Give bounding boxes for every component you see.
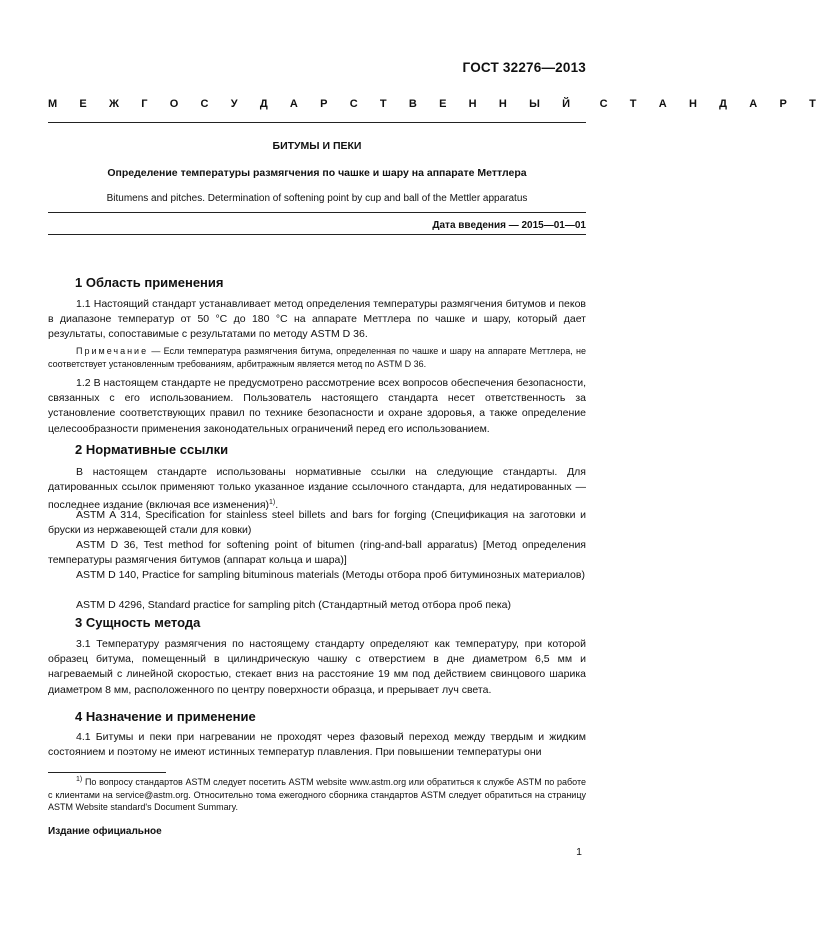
footnote-ref: 1) xyxy=(269,499,276,507)
standard-code: ГОСТ 32276—2013 xyxy=(462,60,586,75)
document-title: БИТУМЫ И ПЕКИ xyxy=(272,140,362,152)
section-3-paragraph-1: 3.1 Температуру размягчения по настоящему стандарту определяют как температуру, при которой образец битума, помещенный в цилиндрическую чашку с отверстием в дне диаметром 6,5 мм и нагреваемый с линейной скоростью, стекает вниз на расстояние 19 мм под действием свинцового шарика диаметром 8 мм, расположенного по центру поверхности образца, и прерывает луч света. xyxy=(48,638,586,696)
banner-left: М Е Ж Г О С У Д А Р С Т В Е Н Н Ы Й xyxy=(48,98,580,110)
date-rule xyxy=(48,234,586,235)
interstate-standard-banner xyxy=(48,98,825,110)
section-2-heading: 2 Нормативные ссылки xyxy=(75,442,229,457)
document-subtitle-ru: Определение температуры размягчения по чашке и шару на аппарате Меттлера xyxy=(107,167,527,179)
intro-text: В настоящем стандарте использованы нормативные ссылки на следующие стандарты. Для датированных ссылок применяют только указанное издание ссылочного стандарта, для недатированных — последнее издание (включая все изменения) xyxy=(48,466,586,512)
page-number: 1 xyxy=(576,846,582,858)
section-1-note xyxy=(48,345,586,371)
note-text: — Если температура размягчения битума, определенная по чашке и шару на аппарате Меттлера, не соответствует установленным требованиям, арбитражным является метод по ASTM D 36. xyxy=(48,346,586,369)
document-subtitle-en: Bitumens and pitches. Determination of softening point by cup and ball of the Mettler apparatus xyxy=(106,193,528,204)
section-2-intro xyxy=(48,465,586,514)
footnote-mark: 1) xyxy=(76,776,83,783)
official-edition-label: Издание официальное xyxy=(48,826,162,837)
title-rule xyxy=(48,212,586,213)
reference-astm-d4296: ASTM D 4296, Standard practice for sampling pitch (Стандартный метод отбора проб пека) xyxy=(76,599,512,611)
intro-end: . xyxy=(275,499,279,512)
section-1-paragraph-2: 1.2 В настоящем стандарте не предусмотрено рассмотрение всех вопросов обеспечения безопасности, связанных с его использованием. Пользователь настоящего стандарта несет ответственность за установление соответствующих правил по технике безопасности и охране здоровья, а также определение целесообразности применения законодательных ограничений перед его использованием. xyxy=(48,377,586,435)
effective-date: Дата введения — 2015—01—01 xyxy=(432,220,586,231)
footnote xyxy=(48,774,586,814)
section-4-heading: 4 Назначение и применение xyxy=(75,709,256,724)
footnote-rule xyxy=(48,772,166,773)
reference-astm-d36: ASTM D 36, Test method for softening point of bitumen (ring-and-ball apparatus) [Метод определения температуры размягчения битумов (аппарат кольца и шара)] xyxy=(48,539,586,567)
header-rule xyxy=(48,122,586,123)
reference-astm-d140: ASTM D 140, Practice for sampling bituminous materials (Методы отбора проб битуминозных материалов) xyxy=(76,569,585,581)
section-1-heading: 1 Область применения xyxy=(75,275,224,290)
section-3-heading: 3 Сущность метода xyxy=(75,615,201,630)
note-lead: Примечание xyxy=(76,346,149,356)
section-1-paragraph-1: 1.1 Настоящий стандарт устанавливает метод определения температуры размягчения битумов и пеков в диапазоне температур от 50 °С до 180 °С на аппарате Меттлера по чашке и шару, который дает результаты, сопоставимые с результатами по методу ASTM D 36. xyxy=(48,298,586,341)
reference-astm-a314: ASTM A 314, Specification for stainless steel billets and bars for forging (Спецификация на заготовки и бруски из нержавеющей стали для ковки) xyxy=(48,509,586,537)
section-4-paragraph-1: 4.1 Битумы и пеки при нагревании не проходят через фазовый переход между твердым и жидким состоянием и поэтому не имеют истинных температур плавления. При повышении температуры они xyxy=(48,731,586,759)
banner-right: С Т А Н Д А Р Т xyxy=(599,98,825,110)
footnote-text: По вопросу стандартов ASTM следует посетить ASTM website www.astm.org или обратиться к службе ASTM по работе с клиентами на service@astm.org. Относительно тома ежегодного сборника стандартов ASTM следует обратиться на страницу ASTM Website standard's Document Summary. xyxy=(48,777,586,812)
